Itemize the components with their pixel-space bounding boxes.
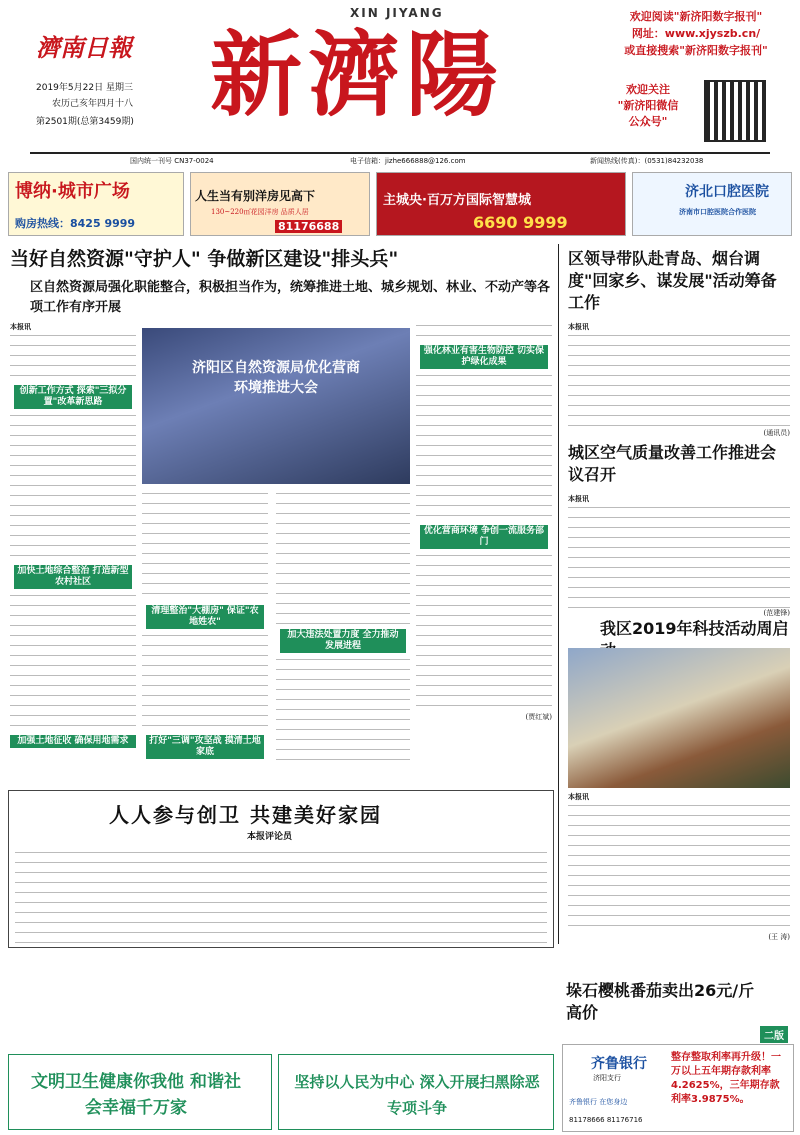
byline: 本报讯	[568, 792, 589, 801]
bank-slogan: 齐鲁银行 在您身边	[569, 1098, 628, 1106]
newspaper-title: 新濟陽	[210, 21, 505, 129]
lead-column-1	[10, 322, 136, 782]
author: (贾红斌)	[525, 713, 552, 721]
promo-line: 网址：www.xjyszb.cn/	[631, 27, 761, 40]
author: (通讯员)	[763, 429, 790, 437]
lead-photo[interactable]	[142, 328, 410, 484]
ad-title: 博纳·城市广场	[15, 181, 130, 202]
section-subhead: 优化营商环境 争创一流服务部门	[420, 525, 548, 549]
bank-rate-text: 整存整取利率再升级！一万以上五年期存款利率4.2625%，三年期存款利率3.9875%。	[671, 1052, 781, 1105]
info-strip	[130, 156, 770, 168]
qr-code-icon[interactable]	[704, 80, 766, 142]
banner-text: 坚持以人民为中心 深入开展扫黑除恶专项斗争	[294, 1073, 540, 1117]
promo-line: 欢迎阅读"新济阳数字报刊"	[629, 10, 763, 23]
cn-number: 国内统一刊号 CN37-0024	[130, 157, 214, 165]
page-tag[interactable]: 二版	[760, 1026, 788, 1043]
author: (范建锋)	[763, 609, 790, 617]
lead-column-3	[276, 490, 410, 780]
lead-column-4	[416, 322, 552, 782]
right4-headline[interactable]: 垛石樱桃番茄卖出26元/斤高价	[566, 981, 755, 1022]
ad-yangfang[interactable]	[190, 172, 370, 236]
bank-name: 齐鲁银行	[591, 1056, 647, 1072]
banner-text: 文明卫生健康你我他 和谐社会幸福千万家	[31, 1072, 241, 1118]
right2-headline[interactable]: 城区空气质量改善工作推进会议召开	[568, 443, 777, 484]
pinyin-title: XIN JIYANG	[350, 6, 444, 20]
ad-bona-plaza[interactable]	[8, 172, 184, 236]
ad-jibei-dental[interactable]	[632, 172, 792, 236]
section-subhead: 清理整治"大棚房" 保证"农地姓农"	[146, 605, 264, 629]
ad-phone: 81176688	[275, 220, 342, 233]
hotline: 新闻热线(传真)：(0531)84232038	[590, 157, 704, 165]
right1-headline[interactable]: 区领导带队赴青岛、烟台调度"回家乡、谋发展"活动筹备工作	[568, 249, 777, 312]
ad-subtitle: 济南市口腔医院合作医院	[679, 208, 756, 216]
lead-column-2	[142, 490, 268, 780]
banner-people	[278, 1054, 554, 1130]
author: (王 涛)	[768, 933, 790, 941]
column-divider	[558, 244, 559, 944]
ad-smart-city[interactable]	[376, 172, 626, 236]
byline: 本报讯	[568, 322, 589, 331]
qr-caption-line: 欢迎关注	[626, 83, 670, 96]
promo-line: 或直接搜索"新济阳数字报刊"	[624, 44, 768, 57]
masthead-rule	[30, 152, 770, 154]
ad-title: 主城央·百万方国际智慧城	[383, 193, 531, 208]
science-week-photo[interactable]	[568, 648, 790, 788]
right1-body	[568, 322, 790, 438]
ad-subtitle: 130~220㎡花园洋房 品质人居	[211, 208, 309, 216]
masthead	[0, 0, 800, 160]
section-subhead: 打好"三调"攻坚战 摸清土地家底	[146, 735, 264, 759]
bank-branch: 济阳支行	[593, 1074, 621, 1082]
wechat-caption	[600, 82, 696, 130]
section-subhead: 加快土地综合整治 打造新型农村社区	[14, 565, 132, 589]
commentary-body	[15, 849, 547, 943]
paper-logo: 濟南日報	[36, 33, 132, 62]
bank-phone: 81178666 81176716	[569, 1116, 643, 1124]
lead-subhead: 区自然资源局强化职能整合，积极担当作为，统筹推进土地、城乡规划、林业、不动产等各项工作有序开展	[30, 280, 551, 315]
byline: 本报讯	[10, 322, 31, 331]
banner-civilization	[8, 1054, 272, 1130]
date: 2019年5月22日 星期三	[36, 83, 133, 93]
commentary-byline: 本报评论员	[247, 832, 293, 842]
ad-title: 人生当有别洋房见高下	[195, 189, 316, 203]
byline: 本报讯	[568, 494, 589, 503]
qr-caption-line: 公众号"	[628, 115, 668, 128]
issue-number: 第2501期(总第3459期)	[36, 117, 134, 127]
lead-headline[interactable]: 当好自然资源"守护人" 争做新区建设"排头兵"	[10, 248, 399, 270]
email: 电子信箱：jizhe666888@126.com	[350, 157, 466, 165]
section-subhead: 创新工作方式 探索"三拟分置"改革新思路	[14, 385, 132, 409]
commentary-box	[8, 790, 554, 948]
qr-caption-line: "新济阳微信	[617, 99, 679, 112]
section-subhead: 加大违法处置力度 全力推动发展进程	[280, 629, 406, 653]
ad-phone: 6690 9999	[473, 213, 568, 232]
ad-qilu-bank[interactable]	[562, 1044, 794, 1132]
lunar-date: 农历己亥年四月十八	[52, 99, 134, 109]
photo-banner: 济阳区自然资源局优化营商环境推进大会	[192, 360, 360, 396]
digital-promo	[596, 8, 796, 59]
ad-phone: 购房热线：8425 9999	[15, 217, 136, 230]
section-subhead: 强化林业有害生物防控 切实保护绿化成果	[420, 345, 548, 369]
right3-headline[interactable]: 我区2019年科技活动周启	[600, 619, 789, 638]
right3-body	[568, 792, 790, 942]
commentary-headline[interactable]: 人人参与创卫 共建美好家园	[109, 803, 382, 827]
right2-body	[568, 494, 790, 620]
section-subhead: 加强土地征收 确保用地需求	[10, 735, 136, 748]
ad-title: 济北口腔医院	[685, 184, 769, 200]
